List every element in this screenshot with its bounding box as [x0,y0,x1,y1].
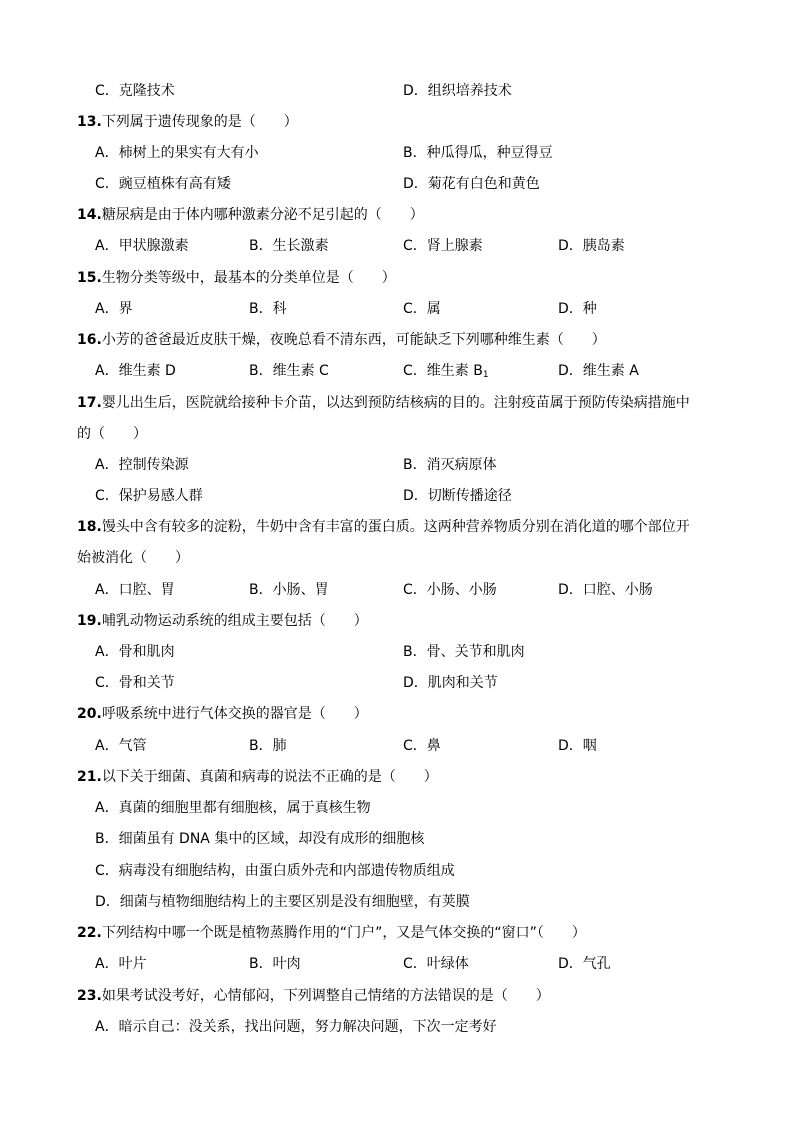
option: C．骨和关节 [95,675,175,691]
option: C．属 [403,301,441,317]
option-row [77,892,737,912]
question-number: 16. [77,332,102,348]
option-row [77,861,737,881]
question-text: 以下关于细菌、真菌和病毒的说法不正确的是（ ） [101,769,438,785]
question-text: 小芳的爸爸最近皮肤干燥，夜晚总看不清东西，可能缺乏下列哪种维生素（ ） [101,332,606,348]
option: B．细菌虽有 DNA 集中的区域，却没有成形的细胞核 [95,831,425,847]
question-text: 婴儿出生后，医院就给接种卡介苗，以达到预防结核病的目的。注射疫苗属于预防传染病措施中 [101,395,690,411]
question-stem [77,923,737,943]
option-row [77,736,737,756]
option-row [77,455,737,475]
option: B．生长激素 [249,238,329,254]
option: D．气孔 [558,956,611,972]
option: B．叶肉 [249,956,301,972]
question-stem [77,611,737,631]
option-row [77,954,737,974]
option: D．口腔、小肠 [558,582,653,598]
option-row [77,174,737,194]
question-text: 生物分类等级中，最基本的分类单位是（ ） [101,270,396,286]
option: A．口腔、胃 [95,582,175,598]
option: B．维生素 C [249,363,329,379]
option: D．菊花有白色和黄色 [403,176,540,192]
question-number: 13. [77,114,102,130]
question-number: 19. [77,613,102,629]
option: B．小肠、胃 [249,582,329,598]
question-text: 馒头中含有较多的淀粉，牛奶中含有丰富的蛋白质。这两种营养物质分别在消化道的哪个部位开 [101,519,690,535]
option: A．甲状腺激素 [95,238,189,254]
option-row [77,143,737,163]
option-row [77,299,737,319]
question-stem [77,268,737,288]
option-row [77,81,737,101]
question-stem [77,393,737,413]
option: C．小肠、小肠 [403,582,497,598]
question-text: 哺乳动物运动系统的组成主要包括（ ） [101,613,368,629]
option: C．病毒没有细胞结构，由蛋白质外壳和内部遗传物质组成 [95,863,455,879]
option: C．保护易感人群 [95,488,203,504]
question-text: 呼吸系统中进行气体交换的器官是（ ） [101,706,368,722]
option: C．克隆技术 [95,83,175,99]
option: D．维生素 A [558,363,639,379]
question-text: 糖尿病是由于体内哪种激素分泌不足引起的（ ） [101,207,424,223]
question-number: 18. [77,519,102,535]
question-number: 14. [77,207,102,223]
option: B．种瓜得瓜，种豆得豆 [403,145,553,161]
question-number: 15. [77,270,102,286]
option-row [77,642,737,662]
option-row [77,829,737,849]
option: D．细菌与植物细胞结构上的主要区别是没有细胞壁，有荚膜 [95,894,470,910]
question-stem-continued: 始被消化（ ） [77,550,189,566]
question-number: 23. [77,988,102,1004]
question-number: 17. [77,395,102,411]
option: A．气管 [95,738,147,754]
question-text: 下列属于遗传现象的是（ ） [101,114,298,130]
option: D．切断传播途径 [403,488,512,504]
option-row [77,486,737,506]
option: A．真菌的细胞里都有细胞核，属于真核生物 [95,800,371,816]
option-row [77,361,737,381]
option: C．豌豆植株有高有矮 [95,176,231,192]
option: A．叶片 [95,956,147,972]
option: A．控制传染源 [95,457,189,473]
question-stem [77,986,737,1006]
option: D．胰岛素 [558,238,625,254]
option: D．肌肉和关节 [403,675,498,691]
option: B．肺 [249,738,287,754]
option-row [77,236,737,256]
option: A．暗示自己：没关系，找出问题，努力解决问题，下次一定考好 [95,1019,497,1035]
option: B．科 [249,301,287,317]
option-row [77,798,737,818]
question-text: 如果考试没考好，心情郁闷，下列调整自己情绪的方法错误的是（ ） [101,988,550,1004]
question-text: 下列结构中哪一个既是植物蒸腾作用的“门户”，又是气体交换的“窗口”（ ） [101,925,586,941]
option [403,361,489,381]
option: A．骨和肌肉 [95,644,175,660]
option-text: C．维生素 B [403,363,483,379]
option: C．肾上腺素 [403,238,483,254]
question-stem [77,330,737,350]
option: D．种 [558,301,597,317]
question-number: 22. [77,925,102,941]
option: D．组织培养技术 [403,83,512,99]
option-row [77,580,737,600]
question-number: 21. [77,769,102,785]
question-stem [77,704,737,724]
question-stem [77,205,737,225]
option-row [77,673,737,693]
question-number: 20. [77,706,102,722]
question-stem [77,517,737,537]
option: C．鼻 [403,738,441,754]
question-stem [77,767,737,787]
option: A．维生素 D [95,363,176,379]
option: A．柿树上的果实有大有小 [95,145,259,161]
option: A．界 [95,301,133,317]
option: C．叶绿体 [403,956,469,972]
option: B．消灭病原体 [403,457,497,473]
subscript: 1 [482,370,489,380]
question-stem [77,112,737,132]
question-stem-continued: 的（ ） [77,426,147,442]
option: D．咽 [558,738,597,754]
option: B．骨、关节和肌肉 [403,644,525,660]
option-row [77,1017,737,1037]
